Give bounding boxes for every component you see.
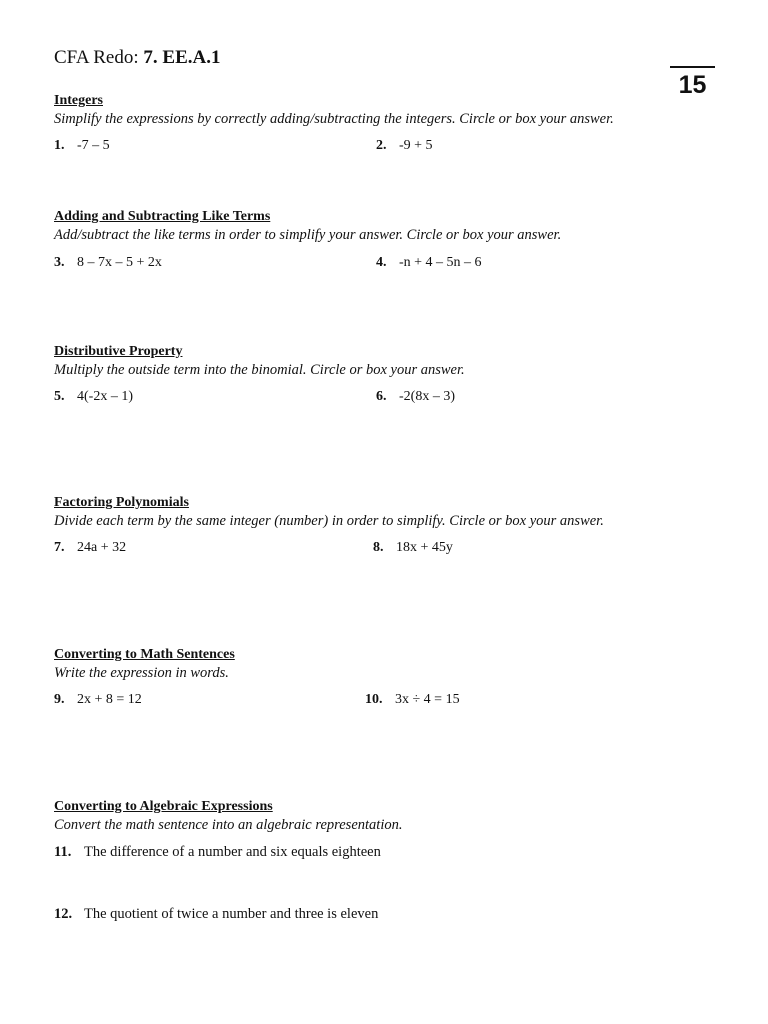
problem-12 [54,906,378,923]
problem-9 [54,692,142,708]
problem-expression: 8 – 7x – 5 + 2x [77,255,162,270]
problem-number: 10. [365,692,383,707]
problem-sentence: The difference of a number and six equals eighteen [84,844,381,860]
problem-number: 4. [376,255,387,270]
problem-4 [376,255,482,271]
problem-number: 3. [54,255,65,270]
problem-number: 9. [54,692,65,707]
problem-7 [54,540,126,556]
problem-expression: -9 + 5 [399,138,433,153]
problem-expression: -n + 4 – 5n – 6 [399,255,482,270]
problem-2 [376,138,433,154]
problem-expression: 3x ÷ 4 = 15 [395,692,460,707]
section-heading-math-sentences: Converting to Math Sentences [54,647,235,662]
section-instructions-distributive: Multiply the outside term into the binomial. Circle or box your answer. [54,362,465,378]
section-instructions-factoring: Divide each term by the same integer (number) in order to simplify. Circle or box your answer. [54,513,604,529]
score-line [670,66,715,68]
problem-expression: 18x + 45y [396,540,453,555]
problem-expression: 4(-2x – 1) [77,389,133,404]
section-instructions-algebraic: Convert the math sentence into an algebraic representation. [54,817,403,833]
section-heading-integers: Integers [54,93,103,108]
score-value: 15 [678,71,707,99]
section-heading-distributive: Distributive Property [54,344,183,359]
problem-expression: 24a + 32 [77,540,127,555]
problem-8 [373,540,453,556]
problem-expression: 2x + 8 = 12 [77,692,142,707]
problem-11 [54,844,381,861]
standard-code: 7. EE.A.1 [143,47,221,68]
score-box [670,66,715,100]
problem-3 [54,255,162,271]
problem-number: 8. [373,540,384,555]
worksheet-title [54,47,220,69]
problem-5 [54,389,133,405]
section-heading-like-terms: Adding and Subtracting Like Terms [54,209,271,224]
section-heading-algebraic: Converting to Algebraic Expressions [54,799,273,814]
problem-sentence: The quotient of twice a number and three is eleven [84,906,379,922]
problem-1 [54,138,110,154]
section-heading-factoring: Factoring Polynomials [54,495,189,510]
problem-expression: -2(8x – 3) [399,389,455,404]
section-instructions-like-terms: Add/subtract the like terms in order to simplify your answer. Circle or box your answer. [54,227,562,243]
problem-number: 1. [54,138,65,153]
section-instructions-math-sentences: Write the expression in words. [54,665,229,681]
problem-expression: -7 – 5 [77,138,110,153]
problem-number: 11. [54,844,72,860]
problem-number: 2. [376,138,387,153]
title-prefix: CFA Redo: [54,47,139,68]
problem-number: 6. [376,389,387,404]
problem-10 [365,692,460,708]
problem-number: 12. [54,906,73,922]
section-instructions-integers: Simplify the expressions by correctly adding/subtracting the integers. Circle or box your answer. [54,111,614,127]
problem-number: 7. [54,540,65,555]
problem-6 [376,389,455,405]
problem-number: 5. [54,389,65,404]
